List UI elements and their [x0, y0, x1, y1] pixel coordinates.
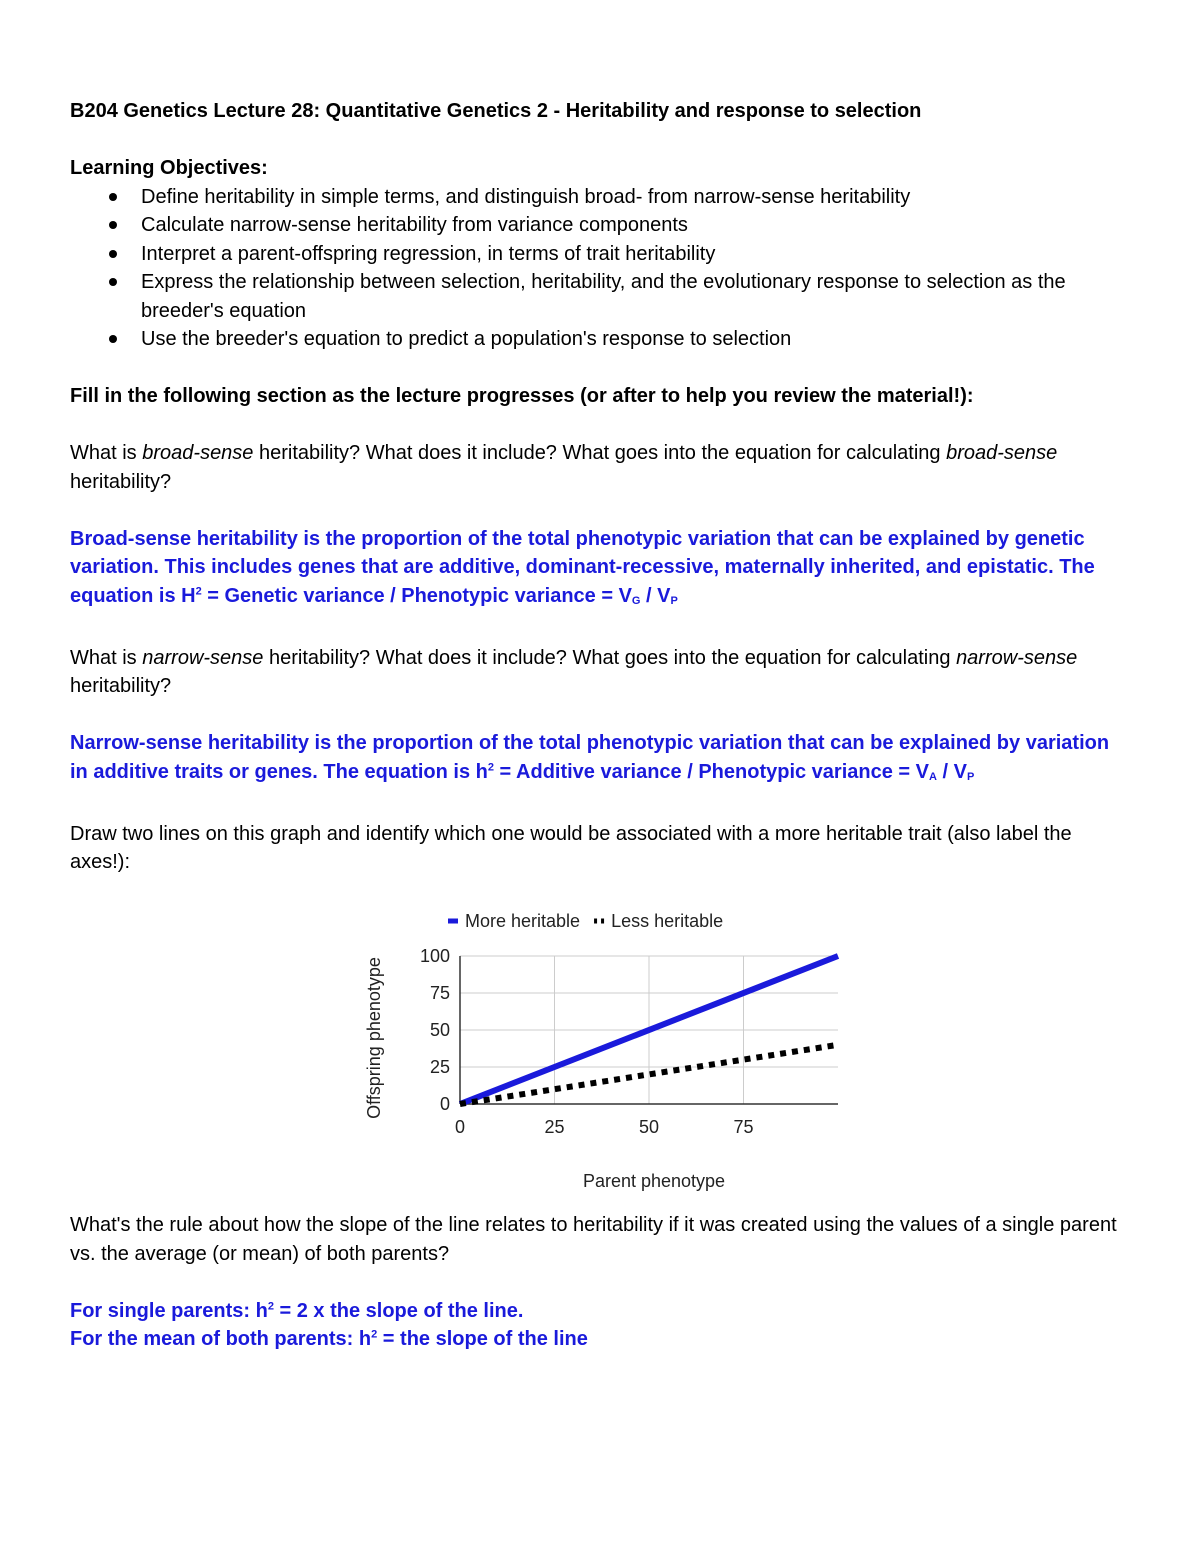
question-slope-rule: What's the rule about how the slope of the line relates to heritability if it was created using the values of a single parent vs. the average (or mean) of both parents?: [70, 1214, 1117, 1265]
legend-label: Less heritable: [611, 911, 724, 931]
bullet-icon: [109, 278, 117, 286]
x-axis-title: Parent phenotype: [582, 1171, 726, 1191]
objective-item: Calculate narrow-sense heritability from variance components: [70, 211, 1130, 240]
answer-single-parent: For single parents: $h^2 = 2$ x the slope of the line.: [70, 1299, 524, 1322]
bullet-icon: [109, 193, 117, 201]
x-tick-label: 0: [454, 1117, 466, 1137]
answer-mean-parents: For the mean of both parents: $h^2$ = the slope of the line: [70, 1328, 588, 1350]
document-lower: [70, 1211, 1130, 1354]
x-tick-label: 50: [638, 1117, 660, 1137]
document-page: [70, 97, 1130, 877]
y-axis-title: Offspring phenotype: [364, 957, 384, 1119]
bullet-icon: [109, 250, 117, 258]
legend-label: More heritable: [465, 911, 581, 931]
question-graph: Draw two lines on this graph and identify which one would be associated with a more heritable trait (also label the axes!):: [70, 822, 1072, 873]
answer-narrow-sense: Narrow-sense heritability is the proportion of the total phenotypic variation that can be explained by variation in additive traits or genes. The equation is $h^2$ = Additive variance / Phenotypic variance = VA / VP: [70, 732, 1110, 783]
y-tick-label: 50: [429, 1020, 450, 1040]
regression-chart: [340, 900, 860, 1200]
instructions: Fill in the following section as the lecture progresses (or after to help you review the material!):: [70, 385, 974, 407]
answer-broad-sense: Broad-sense heritability is the proportion of the total phenotypic variation that can be explained by genetic variation. This includes genes that are additive, dominant-recessive, maternally inherited, and epistatic. The equation is $H^2$ = Genetic variance / Phenotypic variance = VG / VP: [70, 527, 1095, 607]
y-tick-label: 75: [429, 983, 450, 1003]
y-tick-label: 100: [419, 946, 450, 966]
objective-item: Define heritability in simple terms, and distinguish broad- from narrow-sense heritability: [70, 183, 1130, 212]
x-tick-label: 25: [544, 1117, 565, 1137]
y-tick-label: 0: [439, 1094, 450, 1114]
objectives-heading: Learning Objectives:: [70, 157, 268, 179]
y-tick-label: 25: [429, 1057, 450, 1077]
objective-item: Express the relationship between selection, heritability, and the evolutionary response to selection as the breeder's equation: [70, 268, 1130, 325]
bullet-icon: [109, 335, 117, 343]
objectives-list: [70, 183, 1130, 354]
question-broad-sense: What is broad-sense heritability? What does it include? What goes into the equation for calculating broad-sense heritability?: [70, 442, 1058, 493]
x-tick-label: 75: [733, 1117, 754, 1137]
question-narrow-sense: What is narrow-sense heritability? What does it include? What goes into the equation for calculating narrow-sense heritability?: [70, 646, 1078, 697]
bullet-icon: [109, 221, 117, 229]
objective-item: Interpret a parent-offspring regression, in terms of trait heritability: [70, 240, 1130, 269]
chart-svg: [340, 900, 860, 1200]
document-title: B204 Genetics Lecture 28: Quantitative Genetics 2 - Heritability and response to selection: [70, 100, 922, 122]
objective-item: Use the breeder's equation to predict a population's response to selection: [70, 325, 1130, 354]
